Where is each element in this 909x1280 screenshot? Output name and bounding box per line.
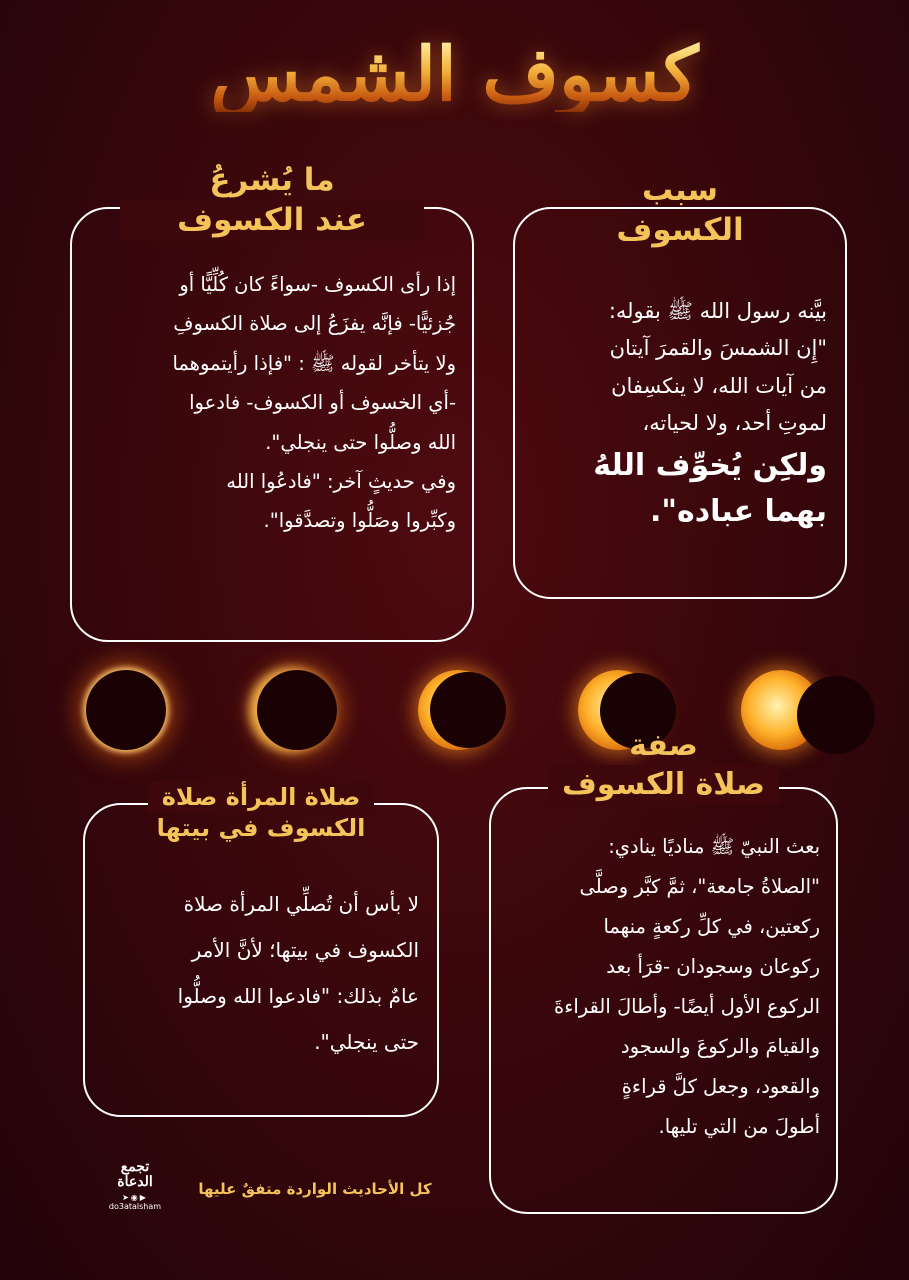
web-icon: ◉ (130, 1192, 140, 1202)
cause-card (513, 207, 847, 599)
prescribed-heading-line-2: عند الكسوف (120, 200, 424, 240)
description-card (489, 787, 838, 1214)
woman-text (103, 881, 419, 1065)
description-line-2: "الصلاةُ جامعة"، ثمَّ كبَّر وصلَّى (579, 874, 820, 898)
cause-heading-line-2: الكسوف (616, 212, 744, 249)
description-line-4: ركوعان وسجودان -قرَأ بعد (606, 954, 820, 978)
prescribed-line-2: جُزئيًّا- فإنَّه يفزَعُ إلى صلاة الكسوفِ (173, 312, 456, 336)
brand-logo (103, 1160, 167, 1224)
cause-line-1: بيَّنه رسول الله ﷺ بقوله: (608, 299, 827, 323)
description-heading-line-1: صفة (629, 728, 698, 763)
description-heading (489, 726, 838, 804)
eclipse-phase-icon (257, 670, 337, 750)
description-line-8: أطولَ من التي تليها. (658, 1114, 820, 1138)
cause-line-2: "إِن الشمسَ والقمرَ آيتان (609, 336, 827, 361)
prescribed-line-3: ولا يتأخر لقوله ﷺ : "فإذا رأيتموهما (172, 351, 456, 375)
prescribed-line-5: الله وصلُّوا حتى ينجلي". (265, 430, 456, 454)
description-line-3: ركعتين، في كلِّ ركعةٍ منهما (603, 914, 820, 938)
cause-big-line-2: بهما عباده". (649, 494, 827, 529)
woman-heading-line-1: صلاة المرأة صلاة (148, 782, 375, 813)
eclipse-phase-icon (418, 670, 498, 750)
description-line-1: بعث النبيّ ﷺ مناديًا ينادي: (608, 835, 820, 858)
woman-card (83, 803, 439, 1117)
prescribed-line-6: وفي حديثٍ آخر: "فادعُوا الله (226, 469, 456, 493)
cause-line-3: من آيات الله، لا ينكسِفان (611, 373, 827, 398)
cause-heading-line-1: سبب (642, 172, 718, 208)
woman-heading-line-2: الكسوف في بيتها (156, 814, 366, 843)
description-heading-line-2: صلاة الكسوف (548, 765, 779, 804)
description-line-6: والقيامَ والركوعَ والسجود (621, 1034, 820, 1058)
prescribed-text (88, 265, 456, 541)
prescribed-card (70, 207, 474, 642)
description-text (507, 827, 820, 1147)
cause-line-4: لموتِ أحد، ولا لحياته، (642, 411, 827, 436)
description-line-7: والقعود، وجعل كلَّ قراءةٍ (621, 1074, 820, 1098)
page-title: كسوف الشمس (0, 38, 909, 112)
logo-social-icons (103, 1193, 167, 1202)
prescribed-line-7: وكبِّروا وصَلُّوا وتصدَّقوا". (263, 509, 456, 533)
prescribed-line-4: -أي الخسوف أو الكسوف- فادعوا (189, 391, 456, 415)
woman-heading (83, 782, 439, 844)
woman-line-3: عامٌ بذلك: "فادعوا الله وصلُّوا (177, 984, 419, 1008)
cause-heading (513, 170, 847, 251)
woman-line-1: لا بأس أن تُصلِّي المرأة صلاة (183, 892, 419, 916)
woman-line-2: الكسوف في بيتها؛ لأنَّ الأمر (191, 938, 419, 962)
description-line-5: الركوع الأول أيضًا- وأطالَ القراءةَ (553, 994, 820, 1018)
footer-note: كل الأحاديث الواردة متفقٌ عليها (198, 1180, 432, 1198)
cause-big-line-1: ولكِن يُخوِّف اللهُ (593, 447, 827, 483)
prescribed-heading-line-1: ما يُشرعُ (209, 162, 335, 198)
woman-line-4: حتى ينجلي". (314, 1030, 419, 1054)
youtube-icon: ▶ (139, 1192, 148, 1202)
logo-handle: do3atalsham (108, 1201, 162, 1211)
telegram-icon: ➤ (122, 1192, 131, 1202)
prescribed-heading (120, 160, 424, 241)
cause-text (533, 293, 827, 536)
prescribed-line-1: إذا رأى الكسوف -سواءً كان كُلِّيًّا أو (179, 273, 456, 296)
logo-text: تجمع الدعاة (117, 1159, 153, 1191)
eclipse-phase-icon (86, 670, 166, 750)
